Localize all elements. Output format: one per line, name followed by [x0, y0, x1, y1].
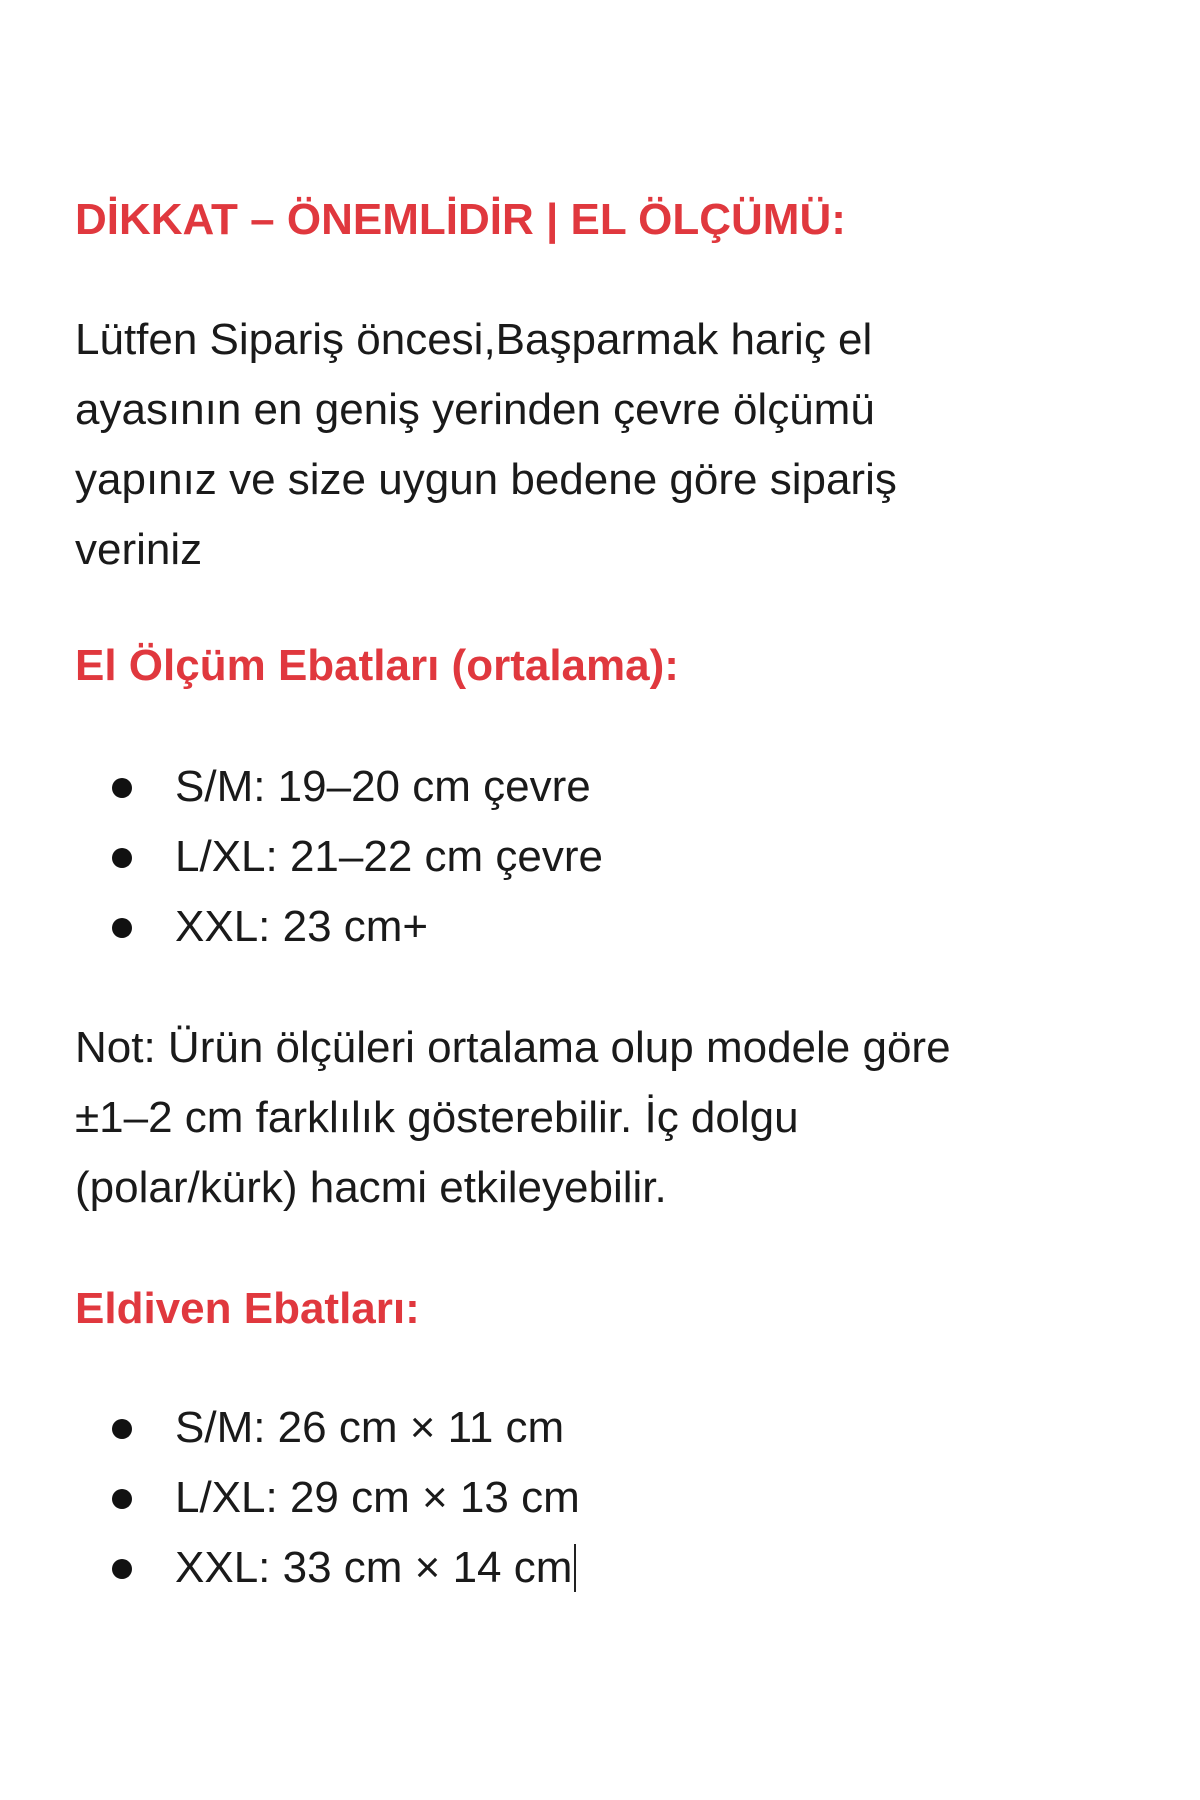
note-paragraph: [75, 1013, 1135, 1223]
intro-paragraph: [75, 305, 1135, 585]
intro-line: yapınız ve size uygun bedene göre sipariş: [75, 455, 897, 504]
list-item-text: L/XL: 29 cm × 13 cm: [175, 1473, 580, 1522]
bullet-icon: [112, 1559, 132, 1579]
list-item-label: XXL: 33 cm × 14 cm: [175, 1543, 573, 1592]
bullet-icon: [112, 778, 132, 798]
bullet-icon: [112, 918, 132, 938]
text-cursor-icon: [574, 1544, 576, 1592]
list-item-text: L/XL: 21–22 cm çevre: [175, 832, 604, 881]
list-item-text: XXL: 23 cm+: [175, 902, 429, 951]
hand-size-heading: El Ölçüm Ebatları (ortalama):: [75, 641, 679, 690]
note-line: (polar/kürk) hacmi etkileyebilir.: [75, 1163, 667, 1212]
intro-line: ayasının en geniş yerinden çevre ölçümü: [75, 385, 875, 434]
list-item-text: S/M: 26 cm × 11 cm: [175, 1403, 565, 1452]
intro-line: Lütfen Sipariş öncesi,Başparmak hariç el: [75, 315, 873, 364]
note-line: Not: Ürün ölçüleri ortalama olup modele göre: [75, 1023, 951, 1072]
glove-size-heading: Eldiven Ebatları:: [75, 1284, 420, 1333]
bullet-icon: [112, 848, 132, 868]
bullet-icon: [112, 1419, 132, 1439]
note-line: ±1–2 cm farklılık gösterebilir. İç dolgu: [75, 1093, 799, 1142]
list-item-text: S/M: 19–20 cm çevre: [175, 762, 591, 811]
intro-line: veriniz: [75, 525, 203, 574]
list-item-text[interactable]: [175, 1533, 576, 1603]
bullet-icon: [112, 1489, 132, 1509]
warning-heading: DİKKAT – ÖNEMLİDİR | EL ÖLÇÜMÜ:: [75, 195, 846, 244]
